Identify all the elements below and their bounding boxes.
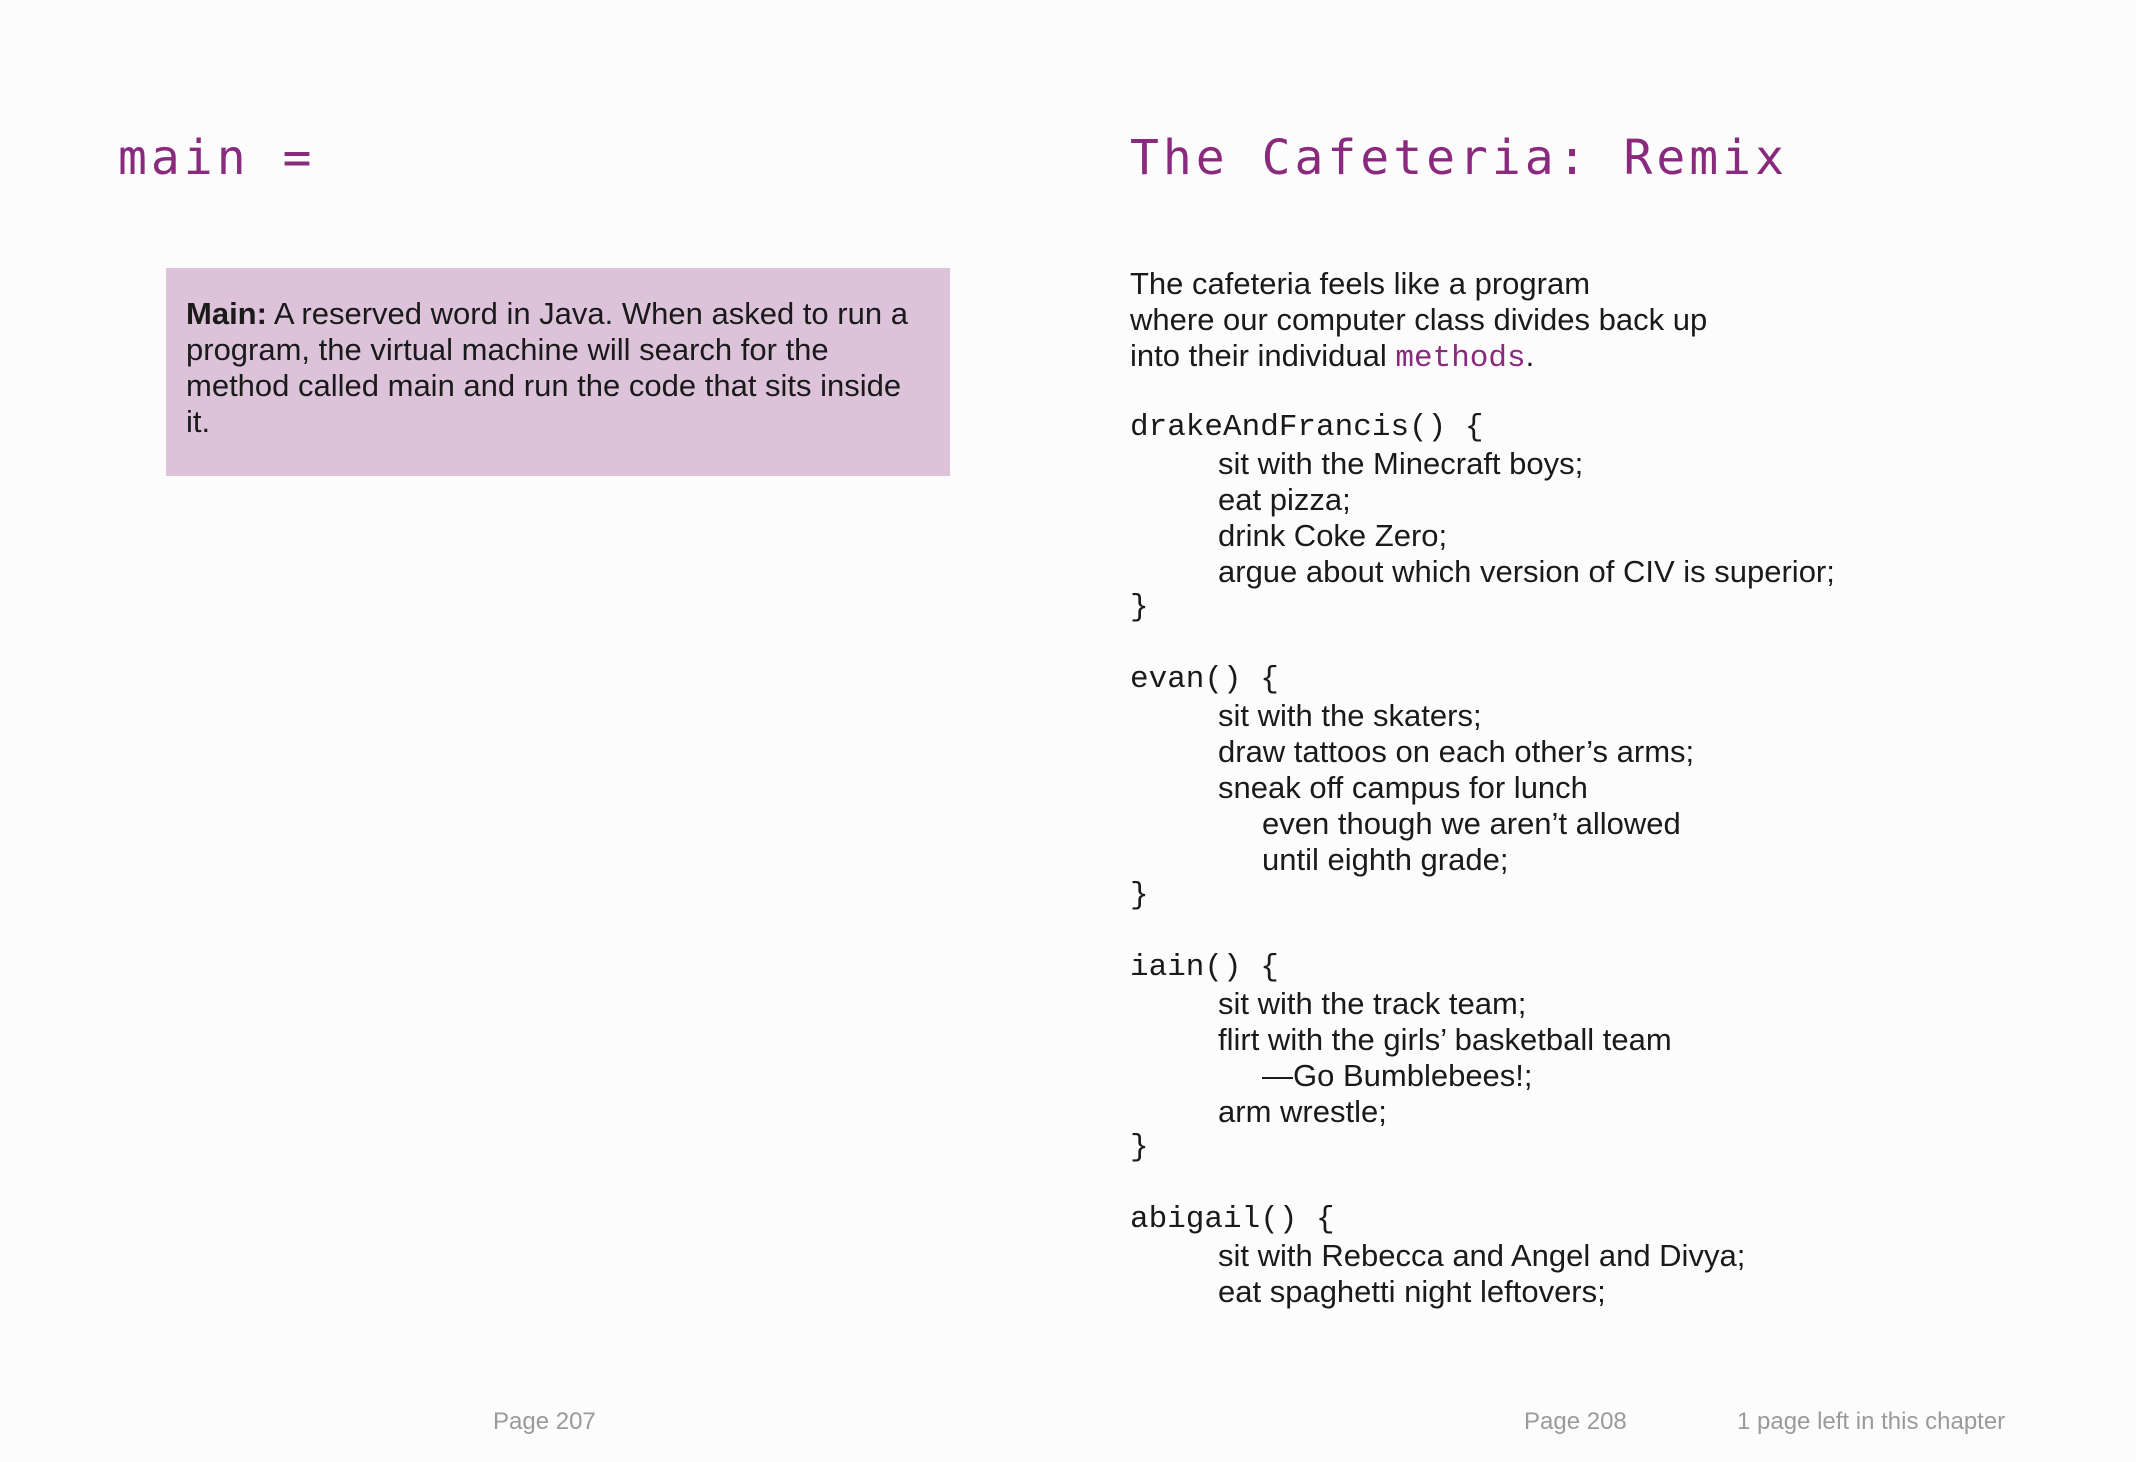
method-body-line: sit with Rebecca and Angel and Divya;	[1218, 1238, 1746, 1273]
poem-intro-line	[1130, 338, 2030, 374]
definition-term: Main:	[186, 296, 267, 331]
method-body-line: eat spaghetti night leftovers;	[1218, 1274, 1606, 1309]
method-signature: evan() {	[1130, 662, 1279, 697]
definition-sidebar	[166, 268, 950, 476]
right-page	[1068, 0, 2136, 1462]
poem-intro-end: .	[1525, 338, 1535, 373]
method-body-line: argue about which version of CIV is superior;	[1218, 554, 1835, 589]
left-page-heading: main =	[118, 130, 316, 186]
method-body-line: sneak off campus for lunch	[1218, 770, 1588, 805]
method-body-indented-line: even though we aren’t allowed	[1262, 806, 1681, 841]
poem-intro-line: The cafeteria feels like a program	[1130, 266, 1591, 301]
method-body-line: arm wrestle;	[1218, 1094, 1387, 1129]
poem-intro-text: into their individual	[1130, 338, 1396, 373]
method-close-brace: }	[1130, 878, 1149, 913]
poem-intro-line: where our computer class divides back up	[1130, 302, 1708, 337]
method-signature: drakeAndFrancis() {	[1130, 410, 1484, 445]
page-number-left: Page 207	[493, 1408, 596, 1435]
method-body-indented-line: —Go Bumblebees!;	[1262, 1058, 1533, 1093]
method-body-indented-line: until eighth grade;	[1262, 842, 1509, 877]
definition-text: A reserved word in Java. When asked to run a program, the virtual machine will search for the method called main and run the code that sits inside it.	[186, 296, 908, 439]
right-page-heading: The Cafeteria: Remix	[1130, 130, 1788, 186]
chapter-pages-remaining: 1 page left in this chapter	[1737, 1408, 2006, 1435]
method-body-line: draw tattoos on each other’s arms;	[1218, 734, 1695, 769]
methods-keyword: methods	[1395, 341, 1526, 376]
page-number-right: Page 208	[1524, 1408, 1627, 1435]
method-body-line: sit with the Minecraft boys;	[1218, 446, 1584, 481]
method-close-brace: }	[1130, 590, 1149, 625]
method-body-line: sit with the track team;	[1218, 986, 1527, 1021]
method-close-brace: }	[1130, 1130, 1149, 1165]
method-signature: iain() {	[1130, 950, 1279, 985]
method-body-line: sit with the skaters;	[1218, 698, 1482, 733]
method-body-line: flirt with the girls’ basketball team	[1218, 1022, 1672, 1057]
method-signature: abigail() {	[1130, 1202, 1335, 1237]
method-body-line: drink Coke Zero;	[1218, 518, 1448, 553]
poem	[1130, 266, 2030, 1310]
method-body-line: eat pizza;	[1218, 482, 1351, 517]
